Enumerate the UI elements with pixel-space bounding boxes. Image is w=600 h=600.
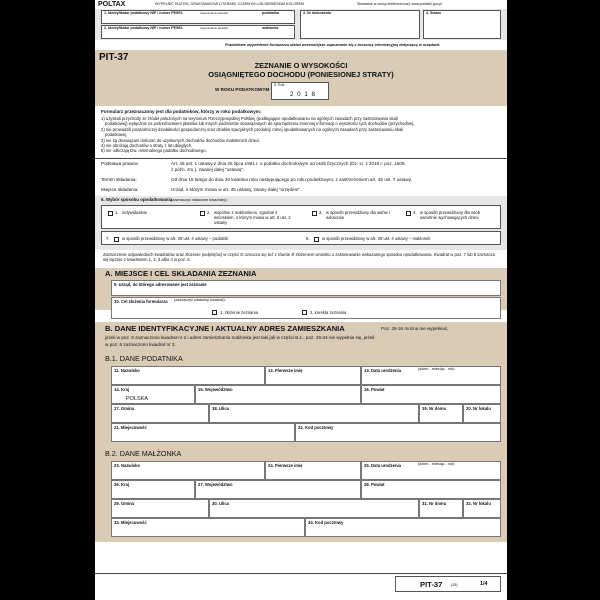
taxpayer-first-name-label: 12. Pierwsze imię — [268, 368, 303, 373]
purpose-submission-checkbox[interactable] — [212, 310, 217, 315]
intro-item: 3) nie są obowiązani doliczać do uzyskanych dochodów dochodów małoletnich dzieci, — [101, 137, 261, 143]
tax-method-options — [101, 205, 501, 229]
spouse-commune-field[interactable] — [111, 499, 209, 518]
intro-item: podatkowej) wyłącznie za pośrednictwem płatnika lub innych podmiotów obowiązanych do sporządzenia imiennej informacji o wysokości tych dochodów (przychodów), — [105, 121, 415, 127]
spouse-country-field[interactable] — [111, 480, 195, 499]
electronic-note: Składanie w wersji elektronicznej: www.podatki.gov.pl — [357, 2, 443, 6]
tax-method-hint: (zaznaczyć właściwe kwadraty): — [171, 197, 228, 202]
tax-method-note: Zaznaczenie odpowiednich kwadratów oraz złożenie podpis(ów) w części D oznacza się też z równie zł złożeniem wniosku o zastosowanie wskazanego sposobu opodatkowania. Kwadrat w poz. 7 lub 8 zaznacza się łącznie z kwadratem 1, 2, 3 albo 4 w poz. 6. — [103, 252, 495, 263]
footer-divider — [95, 573, 507, 574]
taxpayer-street-field[interactable] — [209, 404, 419, 423]
tax-method-heading: 6. Wybór sposobu opodatkowania — [101, 197, 173, 202]
taxpayer-postal-code-label: 22. Kod pocztowy — [298, 425, 334, 430]
spouse-street-field[interactable] — [209, 499, 419, 518]
tax-office-label: 9. Urząd, do którego adresowane jest zeznanie — [114, 282, 207, 287]
intro-item: 1) uzyskali przychody ze źródeł położonych na terytorium Rzeczypospolitej Polskiej (podlegające opodatkowaniu na ogólnych zasadach przy zastosowaniu skali — [101, 116, 398, 121]
taxpayer-surname-field[interactable] — [111, 366, 265, 385]
spouse-first-name-field[interactable] — [265, 461, 361, 480]
taxpayer-birth-date-field[interactable] — [361, 366, 501, 385]
form-purpose-label: 10. Cel złożenia formularza — [114, 299, 168, 304]
taxpayer-birth-date-label: 13. Data urodzenia — [364, 368, 402, 373]
deadline-text: Od dnia 15 lutego do dnia 30 kwietnia roku następującego po roku podatkowym, z zastrzeżeniem art. 45 ust. 7 ustawy. — [171, 177, 412, 182]
section-b-note1: Poz. 26-34 można nie wypełniać, — [381, 326, 449, 331]
option-widow-checkbox[interactable] — [312, 211, 317, 216]
spouse-city-field[interactable] — [111, 518, 305, 537]
tax-year-value: 2 0 1 8 — [290, 91, 316, 98]
taxpayer-postal-code-field[interactable] — [295, 423, 501, 442]
taxpayer-city-field[interactable] — [111, 423, 295, 442]
taxpayer-house-number-label: 19. Nr domu — [422, 406, 447, 411]
option-single-parent-label: w sposób przewidziany dla osób samotnie wychowujących dzieci — [420, 210, 481, 220]
spouse-birth-date-field[interactable] — [361, 461, 501, 480]
spouse-surname-field[interactable] — [111, 461, 265, 480]
taxpayer-commune-field[interactable] — [111, 404, 209, 423]
option-jointly-checkbox[interactable] — [200, 211, 205, 216]
section-b-note2: jeżeli w poz. 6 zaznaczono kwadrat nr 2 i adres zamieszkania małżonka jest taki jak w części B.1.; poz. 26-34 nie wypełnia się, jeżeli — [105, 335, 375, 340]
option-widow-label: w sposób przewidziany dla wdów i wdowców — [326, 210, 390, 220]
option-num: 8. — [306, 236, 310, 241]
option-num: 7. — [106, 236, 110, 241]
spouse-house-number-label: 31. Nr domu — [422, 501, 447, 506]
purpose-submission-label: 1. złożenie zeznania — [220, 310, 258, 315]
option-num: 4. — [413, 210, 417, 215]
place-label: Miejsce składania: — [101, 187, 139, 192]
taxpayer-apartment-label: 20. Nr lokalu — [466, 406, 491, 411]
footer-page-number: 1/4 — [480, 581, 488, 587]
option-num: 2. — [207, 210, 211, 215]
spouse-first-name-label: 24. Pierwsze imię — [268, 463, 303, 468]
spouse-voivodeship-field[interactable] — [195, 480, 361, 499]
section-a-title: A. MIEJSCE I CEL SKŁADANIA ZEZNANIA — [105, 269, 257, 278]
intro-item: podatkowej, — [105, 132, 128, 138]
spouse-surname-label: 23. Nazwisko — [114, 463, 141, 468]
form-code: PIT-37 — [99, 52, 129, 63]
spouse-country-label: 26. Kraj — [114, 482, 130, 487]
document-number-field[interactable] — [300, 10, 420, 39]
status-field[interactable] — [423, 10, 501, 39]
option-art29-taxpayer-label: w sposób przewidziany w art. 29 ust. 4 ustawy – podatnik — [122, 236, 229, 241]
purpose-correction-label: 2. korekta zeznania — [310, 310, 347, 315]
legal-basis-text1: Art. 45 ust. 1 ustawy z dnia 26 lipca 1991 r. o podatku dochodowym od osób fizycznych (Dz. U. z 2018 r. poz. 1509, — [171, 161, 406, 166]
option-art29-spouse-checkbox[interactable] — [314, 237, 319, 242]
form-purpose-field — [111, 297, 501, 319]
spouse-county-label: 28. Powiat — [364, 482, 385, 487]
spouse-apartment-field[interactable] — [463, 499, 501, 518]
spouse-postal-code-field[interactable] — [305, 518, 501, 537]
spouse-house-number-field[interactable] — [419, 499, 463, 518]
spouse-apartment-label: 32. Nr lokalu — [466, 501, 491, 506]
nip-spouse-suffix: małżonka — [262, 26, 279, 30]
spouse-commune-label: 29. Gmina — [114, 501, 135, 506]
spouse-county-field[interactable] — [361, 480, 501, 499]
legal-basis-text2: z późn. zm.), zwanej dalej "ustawą". — [171, 167, 245, 172]
taxpayer-voivodeship-label: 15. Województwo — [198, 387, 233, 392]
tax-office-field[interactable] — [111, 280, 501, 296]
intro-item: 2) nie prowadzili pozarolniczej działalności gospodarczej oraz działów specjalnych produkcji rolnej opodatkowanych na ogólnych zasadach przy zastosowaniu skali — [101, 126, 404, 132]
status-label: 4. Status — [426, 11, 441, 15]
spouse-birth-date-label: 25. Data urodzenia — [364, 463, 402, 468]
nip-spouse-hint: (niepotrzebne skreślić) — [200, 26, 229, 30]
intro-item: 4) nie obniżają dochodów o straty z lat ubiegłych, — [101, 143, 193, 149]
intro-item: 5) nie odliczają tzw. minimalnego podatku dochodowego. — [101, 148, 207, 154]
taxpayer-house-number-field[interactable] — [419, 404, 463, 423]
taxpayer-voivodeship-field[interactable] — [195, 385, 361, 404]
section-b1-title: B.1. DANE PODATNIKA — [105, 354, 183, 363]
taxpayer-birth-date-hint: (dzień - miesiąc - rok) — [418, 367, 455, 371]
spouse-postal-code-label: 34. Kod pocztowy — [308, 520, 344, 525]
legal-basis-label: Podstawa prawna: — [101, 161, 139, 166]
section-b-title: B. DANE IDENTYFIKACYJNE I AKTUALNY ADRES ZAMIESZKANIA — [105, 324, 345, 333]
taxpayer-commune-label: 17. Gmina — [114, 406, 135, 411]
option-individual-checkbox[interactable] — [108, 211, 113, 216]
taxpayer-city-label: 21. Miejscowość — [114, 425, 147, 430]
section-b2-title: B.2. DANE MAŁŻONKA — [105, 449, 182, 458]
option-num: 3. — [319, 210, 323, 215]
footer-form-code: PIT-37 — [420, 580, 443, 589]
tax-year-label: W ROKU PODATKOWYM — [215, 87, 270, 92]
nip-pesel-taxpayer-field[interactable] — [101, 10, 295, 24]
option-art29-taxpayer-checkbox[interactable] — [114, 237, 119, 242]
place-text: Urząd, o którym mowa w art. 45 ustawy, zwany dalej "urzędem". — [171, 187, 302, 192]
section-b-note3: w poz. 6 zaznaczono kwadrat nr 3. — [105, 342, 176, 347]
purpose-correction-checkbox[interactable] — [302, 310, 307, 315]
spouse-city-label: 33. Miejscowość — [114, 520, 147, 525]
brochure-note: Prawidłowe wypełnienie formularza ułatwi wcześniejsze zapoznanie się z broszurą informacyjną dotyczącą w urzędach. — [225, 43, 441, 47]
nip-spouse-label: 2. Identyfikator podatkowy NIP / numer PESEL — [104, 26, 184, 30]
brand-name: POLTAX — [98, 1, 126, 8]
nip-taxpayer-suffix: podatnika — [262, 11, 279, 15]
option-individual-label: indywidualnie — [122, 210, 148, 215]
form-purpose-hint: (zaznaczyć właściwy kwadrat): — [174, 298, 226, 302]
footer-version: (25) — [451, 583, 458, 587]
nip-taxpayer-hint: (niepotrzebne skreślić) — [200, 11, 229, 15]
deadline-label: Termin składania: — [101, 177, 137, 182]
taxpayer-apartment-field[interactable] — [463, 404, 501, 423]
fill-instruction: WYPEŁNIĆ DUŻYMI, DRUKOWANYMI LITERAMI, CZARNYM LUB NIEBIESKIM KOLOREM — [155, 2, 305, 6]
form-title-line1: ZEZNANIE O WYSOKOŚCI — [254, 61, 348, 70]
footer-form-id — [395, 576, 501, 592]
tax-form-page — [95, 0, 507, 600]
taxpayer-street-label: 18. Ulica — [212, 406, 229, 411]
spouse-street-label: 30. Ulica — [212, 501, 229, 506]
spouse-birth-date-hint: (dzień - miesiąc - rok) — [418, 462, 455, 466]
option-num: 1. — [115, 210, 119, 215]
divider — [95, 158, 507, 159]
option-art29-spouse-label: w sposób przewidziany w art. 29 ust. 4 ustawy – małżonek — [322, 236, 431, 241]
taxpayer-surname-label: 11. Nazwisko — [114, 368, 140, 373]
nip-pesel-spouse-field[interactable] — [101, 25, 295, 39]
nip-taxpayer-label: 1. Identyfikator podatkowy NIP / numer PESEL — [104, 11, 184, 15]
taxpayer-first-name-field[interactable] — [265, 366, 361, 385]
taxpayer-county-field[interactable] — [361, 385, 501, 404]
taxpayer-county-label: 16. Powiat — [364, 387, 385, 392]
option-single-parent-checkbox[interactable] — [406, 211, 411, 216]
tax-method-art29-options — [101, 231, 501, 245]
form-title-line2: OSIĄGNIĘTEGO DOCHODU (PONIESIONEJ STRATY) — [208, 70, 394, 79]
taxpayer-country-field[interactable] — [111, 385, 195, 404]
taxpayer-country-label: 14. Kraj — [114, 387, 130, 392]
tax-year-field-label: 5. Rok — [274, 83, 285, 87]
taxpayer-country-value: POLSKA — [126, 396, 149, 402]
document-number-label: 3. Nr dokumentu — [303, 11, 332, 15]
option-jointly-label: wspólnie z małżonkiem, zgodnie z wnioskiem, o którym mowa w art. 6 ust. 2 ustawy — [214, 210, 291, 225]
intro-list — [101, 116, 501, 154]
tax-year-field[interactable] — [271, 82, 329, 100]
spouse-voivodeship-label: 27. Województwo — [198, 482, 233, 487]
intro-heading: Formularz przeznaczony jest dla podatników, którzy w roku podatkowym: — [101, 109, 262, 114]
